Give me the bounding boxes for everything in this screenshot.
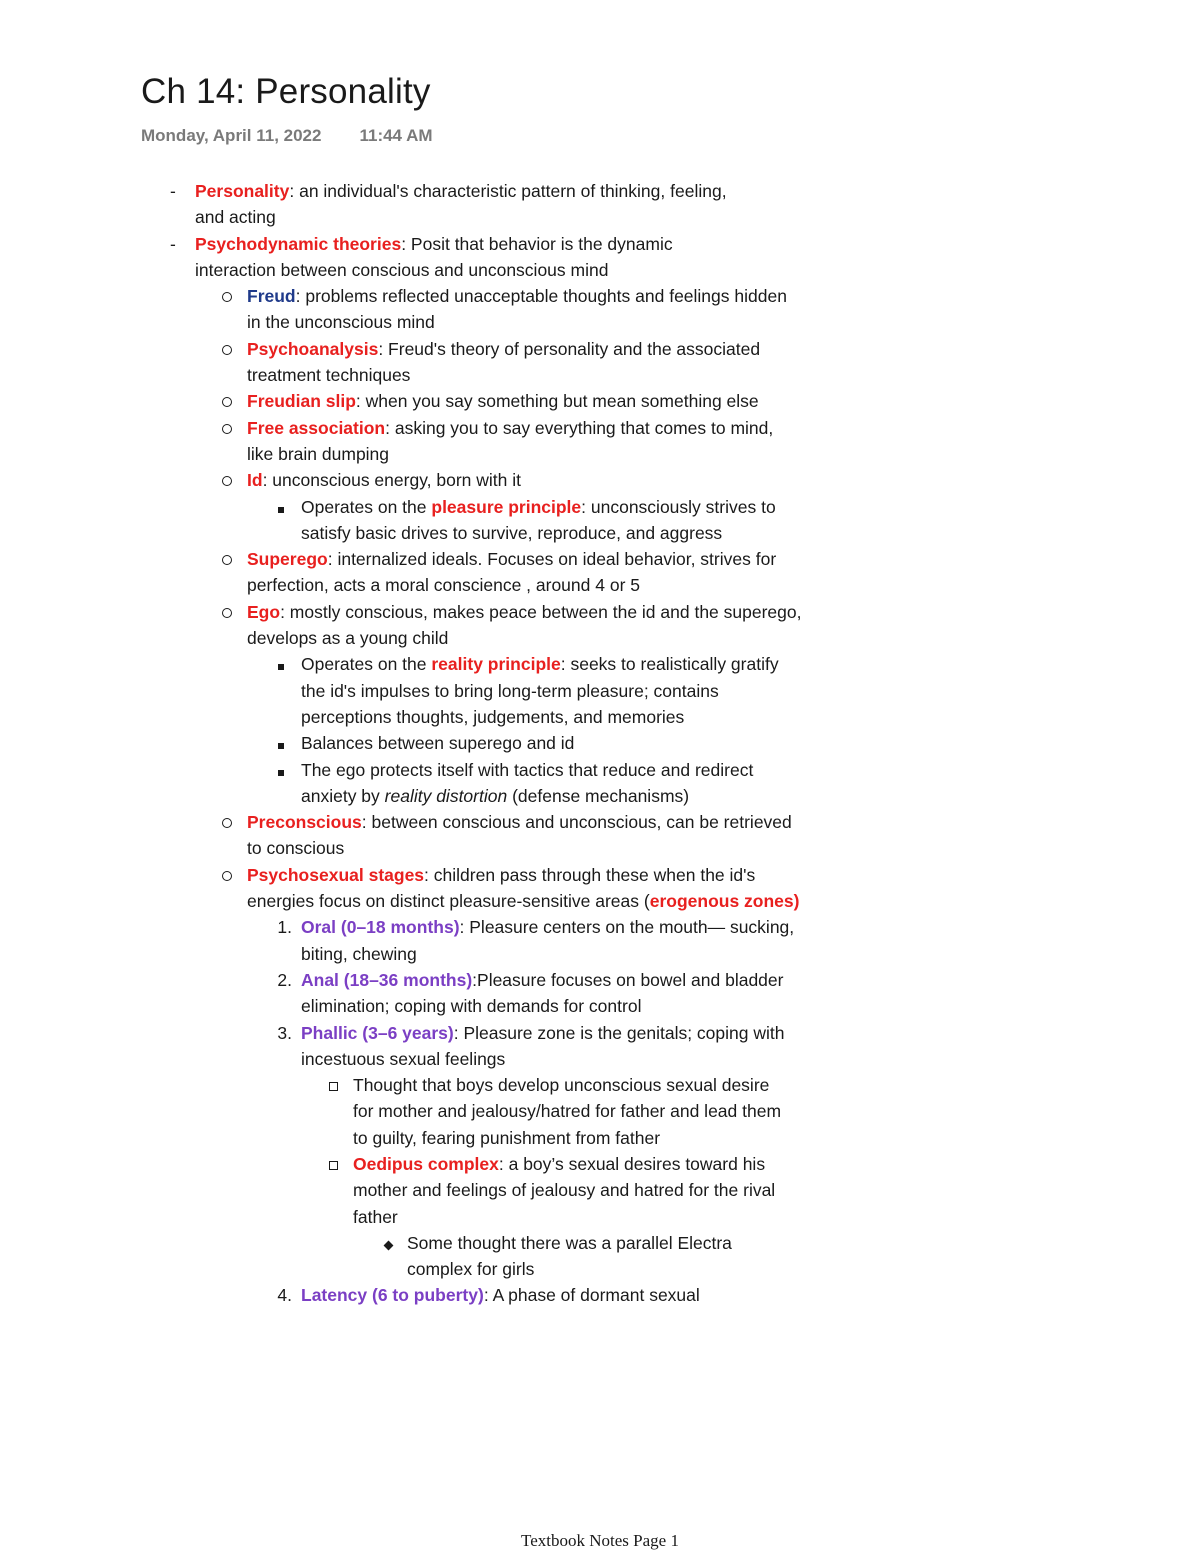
checkbox-bullet-icon bbox=[329, 1082, 338, 1091]
definition-text: : Pleasure zone is the genitals; coping with incestuous sexual feelings bbox=[301, 1022, 785, 1069]
circle-bullet-icon bbox=[222, 476, 232, 486]
list-item-ego-protects bbox=[0, 757, 796, 810]
definition-text: : Posit that behavior is the dynamic interaction between conscious and unconscious mind bbox=[195, 233, 673, 280]
definition-text: : an individual's characteristic pattern of thinking, feeling, and acting bbox=[195, 181, 727, 228]
list-item-electra bbox=[0, 1230, 787, 1283]
dash-bullet: - bbox=[170, 181, 176, 201]
term-stage: Latency (6 to puberty) bbox=[301, 1285, 484, 1306]
definition-text: : internalized ideals. Focuses on ideal behavior, strives for perfection, acts a moral conscience , around 4 or 5 bbox=[247, 549, 777, 596]
list-item-stage-latency bbox=[0, 1282, 796, 1308]
circle-bullet-icon bbox=[222, 818, 232, 828]
list-item-preconscious bbox=[0, 809, 802, 862]
definition-text: The ego protects itself with tactics that reduce and redirect anxiety by bbox=[301, 759, 754, 806]
term-ego: Ego bbox=[247, 601, 281, 622]
page-time: 11:44 AM bbox=[359, 126, 433, 145]
definition-text: : unconscious energy, born with it bbox=[262, 470, 521, 491]
list-item-psychoanalysis bbox=[0, 336, 802, 389]
circle-bullet-icon bbox=[222, 424, 232, 434]
definition-text: : Freud's theory of personality and the associated treatment techniques bbox=[247, 338, 761, 386]
definition-text: : seeks to realistically gratify the id's impulses to bring long-term pleasure; contains perceptions thoughts, judgements, and memories bbox=[301, 654, 779, 727]
term-oedipus-complex: Oedipus complex bbox=[353, 1153, 499, 1174]
term-stage: Oral (0–18 months) bbox=[301, 917, 460, 938]
term-personality: Personality bbox=[195, 181, 290, 201]
definition-text: Balances between superego and id bbox=[301, 733, 575, 754]
square-bullet-icon bbox=[278, 743, 284, 749]
term-id: Id bbox=[247, 470, 263, 491]
circle-bullet-icon bbox=[222, 345, 232, 355]
stage-number: 2. bbox=[277, 969, 292, 990]
notes-body bbox=[0, 178, 1200, 1309]
definition-text: : unconsciously strives to satisfy basic drives to survive, reproduce, and aggress bbox=[301, 496, 776, 543]
definition-text: : A phase of dormant sexual bbox=[483, 1285, 700, 1306]
definition-text: : asking you to say everything that comes to mind, like brain dumping bbox=[247, 417, 774, 464]
term-reality-principle: reality principle bbox=[431, 654, 561, 675]
square-bullet-icon bbox=[278, 507, 284, 513]
definition-text: : a boy’s sexual desires toward his mother and feelings of jealousy and hatred for the rival father bbox=[353, 1153, 776, 1227]
term-free-association: Free association bbox=[247, 417, 386, 438]
list-item-free-association bbox=[0, 415, 802, 468]
checkbox-bullet-icon bbox=[329, 1161, 338, 1170]
term-preconscious: Preconscious bbox=[247, 812, 362, 833]
term-psychosexual: Psychosexual stages bbox=[247, 864, 425, 885]
list-item-superego bbox=[0, 546, 802, 599]
definition-text: Some thought there was a parallel Electra complex for girls bbox=[407, 1232, 732, 1280]
diamond-bullet-icon bbox=[384, 1240, 394, 1250]
definition-text: Thought that boys develop unconscious sexual desire for mother and jealousy/hatred for father and lead them to guilty, fearing punishment from father bbox=[353, 1075, 782, 1148]
square-bullet-icon bbox=[278, 664, 284, 670]
term-freud: Freud bbox=[247, 286, 296, 307]
definition-text: Operates on the bbox=[301, 654, 432, 675]
page-title: Ch 14: Personality bbox=[141, 72, 431, 111]
page-footer: Textbook Notes Page 1 bbox=[521, 1531, 679, 1550]
list-item-id bbox=[0, 467, 802, 493]
list-item-balances bbox=[0, 730, 796, 756]
term-superego: Superego bbox=[247, 549, 328, 570]
list-item-freud bbox=[0, 283, 802, 336]
term-freudian-slip: Freudian slip bbox=[247, 391, 356, 412]
term-stage: Anal (18–36 months) bbox=[301, 969, 473, 990]
emphasis-text: reality distortion bbox=[384, 785, 508, 806]
circle-bullet-icon bbox=[222, 608, 232, 618]
stage-number: 4. bbox=[277, 1285, 292, 1306]
page-meta bbox=[141, 126, 433, 146]
definition-text: : Pleasure centers on the mouth— sucking, biting, chewing bbox=[301, 917, 795, 964]
list-item-reality-principle bbox=[0, 651, 796, 730]
circle-bullet-icon bbox=[222, 397, 232, 407]
term-erogenous-zones: erogenous zones bbox=[649, 891, 794, 912]
list-item-oedipus bbox=[0, 1151, 793, 1230]
definition-text: Operates on the bbox=[301, 496, 432, 517]
definition-text: (defense mechanisms) bbox=[507, 785, 690, 806]
term-psychodynamic: Psychodynamic theories bbox=[195, 233, 402, 254]
list-item-ego bbox=[0, 599, 802, 652]
list-item-stage-phallic bbox=[0, 1020, 796, 1073]
list-item-stage-oral bbox=[0, 914, 796, 967]
stage-number: 3. bbox=[277, 1022, 292, 1043]
list-item-stage-anal bbox=[0, 967, 796, 1020]
list-item-phallic-thought bbox=[0, 1072, 793, 1151]
page-date: Monday, April 11, 2022 bbox=[141, 126, 322, 145]
closing-paren: ) bbox=[793, 891, 800, 912]
list-item-psychodynamic bbox=[0, 231, 755, 284]
dash-bullet: - bbox=[170, 233, 176, 254]
stage-number: 1. bbox=[277, 917, 292, 938]
term-pleasure-principle: pleasure principle bbox=[431, 496, 582, 517]
definition-text: :Pleasure focuses on bowel and bladder elimination; coping with demands for control bbox=[301, 969, 784, 1017]
term-stage: Phallic (3–6 years) bbox=[301, 1022, 454, 1043]
definition-text: : children pass through these when the id's energies focus on distinct pleasure-sensitive areas ( bbox=[247, 864, 756, 912]
list-item-personality bbox=[0, 178, 755, 231]
square-bullet-icon bbox=[278, 770, 284, 776]
list-item-freudian-slip bbox=[0, 388, 802, 414]
term-psychoanalysis: Psychoanalysis bbox=[247, 338, 379, 359]
definition-text: : between conscious and unconscious, can be retrieved to conscious bbox=[247, 812, 792, 859]
circle-bullet-icon bbox=[222, 292, 232, 302]
definition-text: : problems reflected unacceptable thoughts and feelings hidden in the unconscious mind bbox=[247, 286, 787, 333]
circle-bullet-icon bbox=[222, 555, 232, 565]
circle-bullet-icon bbox=[222, 871, 232, 881]
definition-text: : mostly conscious, makes peace between the id and the superego, develops as a young child bbox=[247, 601, 802, 649]
list-item-pleasure-principle bbox=[0, 494, 796, 547]
list-item-psychosexual bbox=[0, 862, 802, 915]
definition-text: : when you say something but mean something else bbox=[355, 391, 759, 412]
